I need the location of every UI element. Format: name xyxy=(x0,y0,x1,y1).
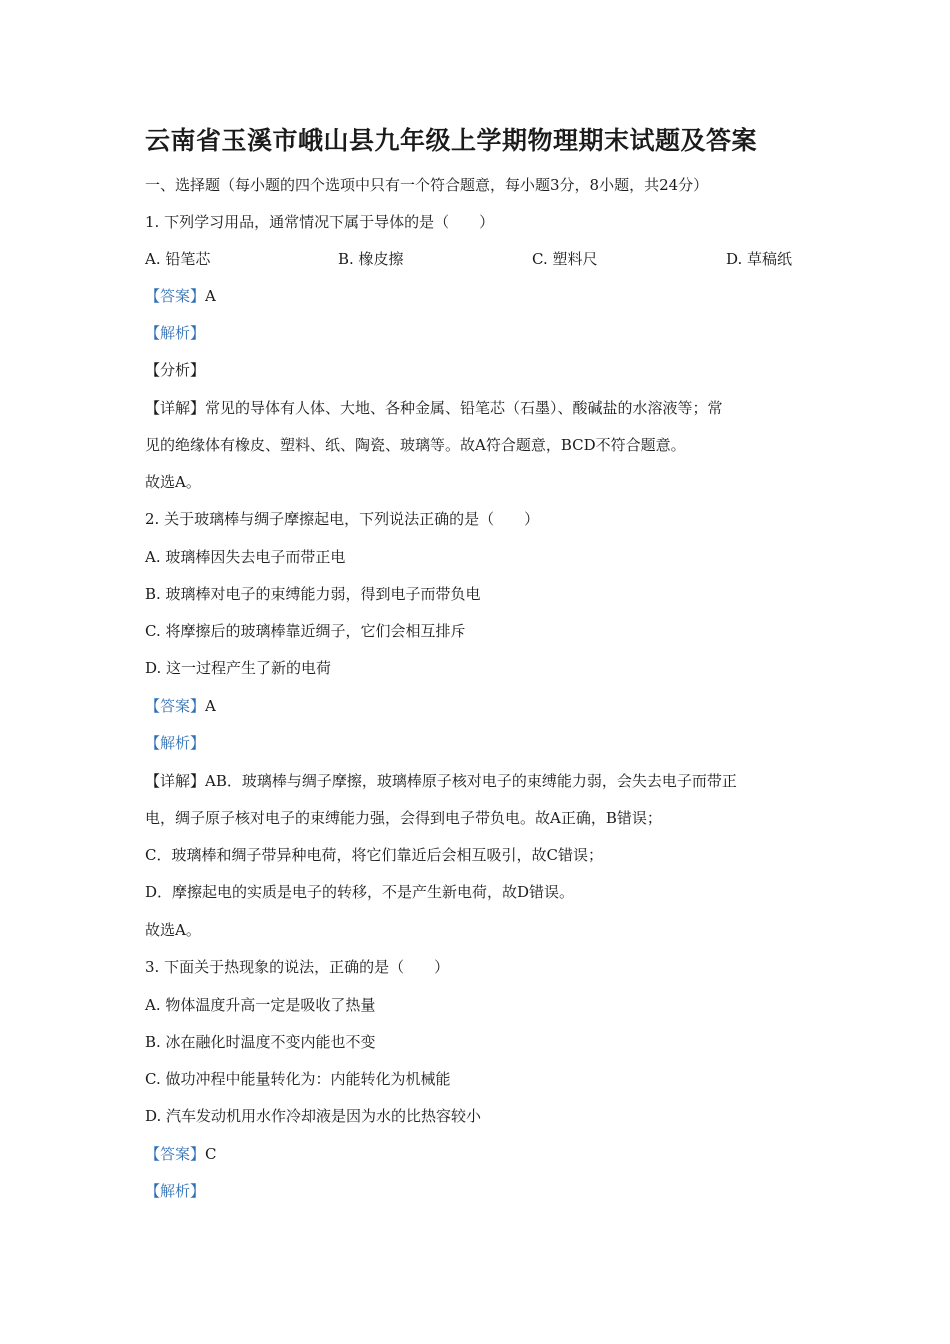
question-1-analysis-label: 【解析】 xyxy=(145,324,206,342)
question-1-detail-1: 【详解】常见的导体有人体、大地、各种金属、铅笔芯（石墨）、酸碱盐的水溶液等；常 xyxy=(145,399,723,417)
question-2-analysis-label: 【解析】 xyxy=(145,734,206,752)
question-3-option-c: C. 做功冲程中能量转化为：内能转化为机械能 xyxy=(145,1070,451,1088)
question-2-option-a: A. 玻璃棒因失去电子而带正电 xyxy=(145,548,346,566)
question-3-answer: 【答案】C xyxy=(145,1145,217,1163)
question-1-detail-2: 见的绝缘体有橡皮、塑料、纸、陶瓷、玻璃等。故A符合题意，BCD不符合题意。 xyxy=(145,436,686,454)
question-3-option-a: A. 物体温度升高一定是吸收了热量 xyxy=(145,996,376,1014)
question-2-option-d: D. 这一过程产生了新的电荷 xyxy=(145,659,332,677)
question-2-detail-2: 电，绸子原子核对电子的束缚能力强，会得到电子带负电。故A正确，B错误； xyxy=(145,809,662,827)
question-2-detail-1: 【详解】AB．玻璃棒与绸子摩擦，玻璃棒原子核对电子的束缚能力弱，会失去电子而带正 xyxy=(145,772,737,790)
question-2-option-c: C. 将摩擦后的玻璃棒靠近绸子，它们会相互排斥 xyxy=(145,622,466,640)
question-1-option-c: C. 塑料尺 xyxy=(532,250,598,268)
bracket-open: 【 xyxy=(145,287,161,305)
question-1-stem: 1. 下列学习用品，通常情况下属于导体的是（ ） xyxy=(145,213,495,231)
question-3-analysis-label: 【解析】 xyxy=(145,1182,206,1200)
question-1-conclusion: 故选A。 xyxy=(145,473,201,491)
question-1-option-a: A. 铅笔芯 xyxy=(145,250,211,268)
question-2-option-b: B. 玻璃棒对电子的束缚能力弱，得到电子而带负电 xyxy=(145,585,481,603)
question-2-detail-4: D．摩擦起电的实质是电子的转移，不是产生新电荷，故D错误。 xyxy=(145,883,575,901)
page-title: 云南省玉溪市峨山县九年级上学期物理期末试题及答案 xyxy=(145,126,758,155)
question-2-detail-3: C．玻璃棒和绸子带异种电荷，将它们靠近后会相互吸引，故C错误； xyxy=(145,846,603,864)
question-2-conclusion: 故选A。 xyxy=(145,921,201,939)
question-2-stem: 2. 关于玻璃棒与绸子摩擦起电，下列说法正确的是（ ） xyxy=(145,510,540,528)
question-3-option-d: D. 汽车发动机用水作冷却液是因为水的比热容较小 xyxy=(145,1107,482,1125)
answer-label: 答案 xyxy=(160,287,191,305)
section-heading: 一、选择题（每小题的四个选项中只有一个符合题意，每小题3分，8小题，共24分） xyxy=(145,176,709,194)
bracket-close: 】 xyxy=(190,287,206,305)
question-3-option-b: B. 冰在融化时温度不变内能也不变 xyxy=(145,1033,376,1051)
question-1-option-d: D. 草稿纸 xyxy=(726,250,793,268)
answer-value: A xyxy=(205,287,216,305)
question-1-fenxi-label: 【分析】 xyxy=(145,361,206,379)
question-3-stem: 3. 下面关于热现象的说法，正确的是（ ） xyxy=(145,958,450,976)
question-1-option-b: B. 橡皮擦 xyxy=(338,250,404,268)
question-2-answer: 【答案】A xyxy=(145,697,216,715)
question-1-answer xyxy=(145,286,825,306)
